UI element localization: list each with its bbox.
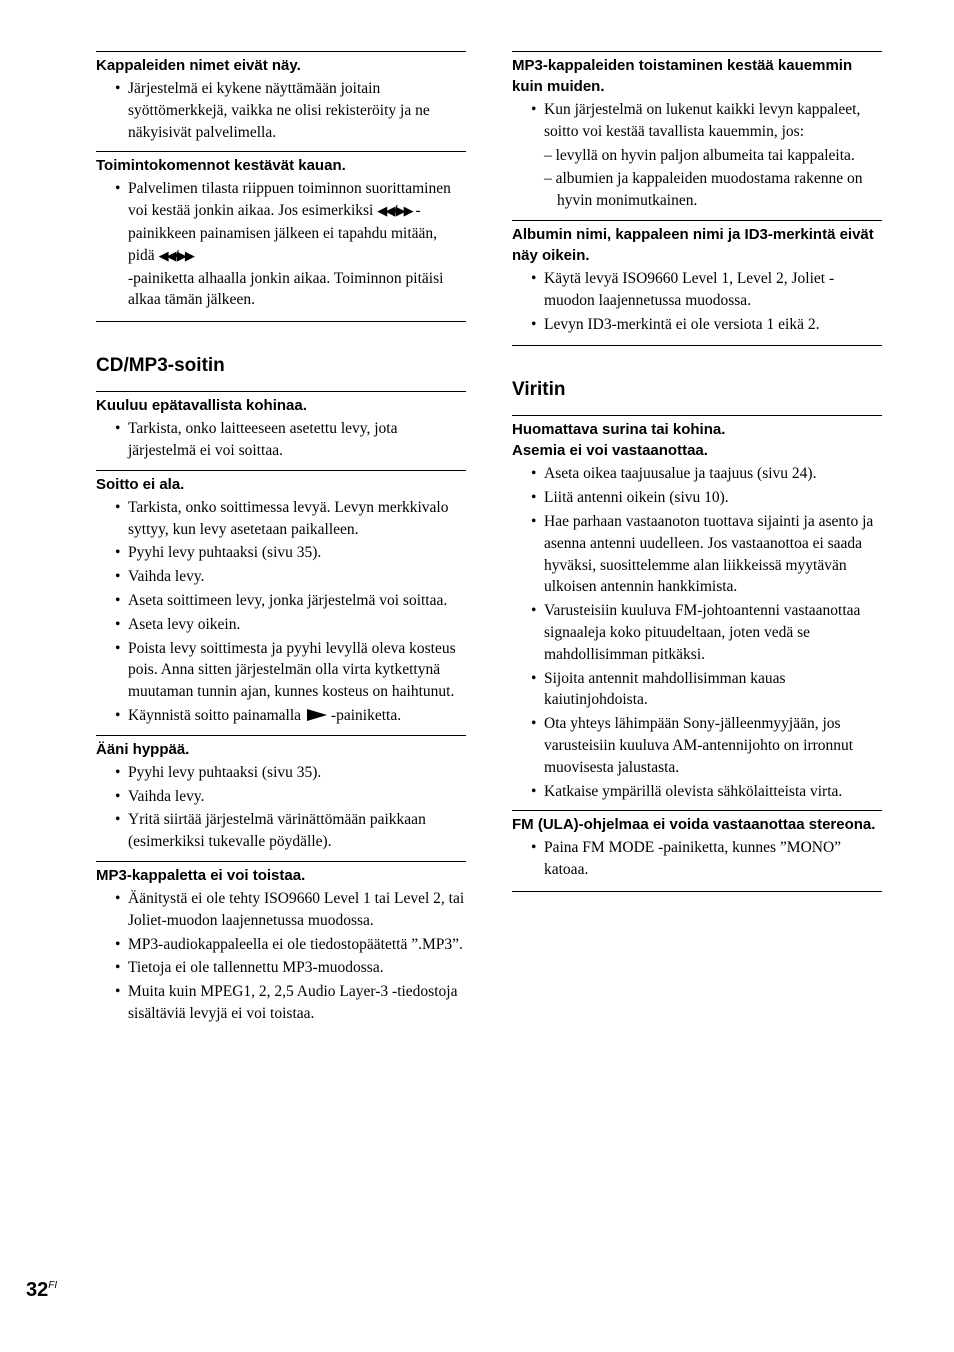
bullet-list — [512, 99, 882, 212]
bullet-list — [512, 268, 882, 335]
list-item: • Yritä siirtää järjestelmä värinättömään paikkaan (esimerkiksi tukevalle pöydälle). — [96, 809, 466, 853]
list-item: • Pyyhi levy puhtaaksi (sivu 35). — [96, 762, 466, 784]
bullet-list — [96, 78, 466, 143]
troubleshoot-block — [512, 810, 882, 892]
block-heading: Soitto ei ala. — [96, 475, 185, 493]
troubleshoot-block — [96, 861, 466, 1025]
troubleshoot-block — [96, 470, 466, 727]
text-part: -painiketta alhaalla jonkin aikaa. Toiminnon pitäisi alkaa tämän jälkeen. — [128, 269, 444, 309]
page-number — [26, 1279, 57, 1302]
list-item: • Hae parhaan vastaanoton tuottava sijainti ja asento ja asenna antenni uudelleen. Jos vastaanottoa ei saada hyväksi, suosittelemme alan liikkeissä myytävän ulkoisen antennin hankkimista. — [512, 511, 882, 598]
list-item: • Kun järjestelmä on lukenut kaikki levyn kappaleet, soitto voi kestää tavallista kauemmin, jos: — [512, 99, 882, 143]
page-number-value: 32 — [26, 1279, 49, 1301]
list-item: • Tarkista, onko soittimessa levyä. Levyn merkkivalo syttyy, kun levy asetetaan paikalleen. — [96, 497, 466, 541]
dash-item: – albumien ja kappaleiden muodostama rakenne on hyvin monimutkainen. — [544, 170, 863, 210]
list-item — [96, 705, 466, 727]
rewind-forward-icon: ◀◀/▶▶ — [158, 248, 193, 264]
text-part: -painikkeen painamisen jälkeen ei tapahdu mitään, pidä — [128, 202, 438, 264]
list-item: • Aseta levy oikein. — [96, 614, 466, 636]
list-item: • Käytä levyä ISO9660 Level 1, Level 2, Joliet -muodon laajennetussa muodossa. — [512, 268, 882, 312]
list-item: • Poista levy soittimesta ja pyyhi levyllä oleva kosteus pois. Anna sitten järjestelmän olla virta kytkettynä muutaman tunnin ajan, kunnes kosteus on haihtunut. — [96, 638, 466, 703]
list-item: • Paina FM MODE -painiketta, kunnes ”MONO” katoaa. — [512, 837, 882, 881]
dash-item: – levyllä on hyvin paljon albumeita tai kappaleita. — [544, 146, 855, 164]
block-heading: Ääni hyppää. — [96, 740, 190, 758]
troubleshoot-block — [96, 391, 466, 462]
list-item: • Vaihda levy. — [96, 566, 466, 588]
block-heading: Toimintokomennot kestävät kauan. — [96, 157, 346, 175]
bullet-list — [96, 178, 466, 311]
troubleshoot-block — [96, 151, 466, 322]
troubleshoot-block — [96, 735, 466, 853]
block-heading: Kappaleiden nimet eivät näy. — [96, 57, 301, 74]
heading-line: Asemia ei voi vastaanottaa. — [512, 442, 708, 460]
bullet-list — [96, 762, 466, 853]
block-heading: Kuuluu epätavallista kohinaa. — [96, 397, 307, 415]
left-column — [96, 51, 466, 1033]
list-item: • Tietoja ei ole tallennettu MP3-muodossa. — [96, 957, 466, 979]
block-heading: MP3-kappaletta ei voi toistaa. — [96, 866, 306, 884]
heading-line: Huomattava surina tai kohina. — [512, 421, 726, 439]
section-title: Viritin — [512, 379, 566, 401]
troubleshoot-block — [512, 51, 882, 212]
block-heading: FM (ULA)-ohjelmaa ei voida vastaanottaa stereona. — [512, 816, 876, 834]
list-item — [96, 178, 466, 311]
section-title: CD/MP3-soitin — [96, 355, 225, 377]
list-item: • Muita kuin MPEG1, 2, 2,5 Audio Layer-3 -tiedostoja sisältäviä levyjä ei voi toistaa. — [96, 981, 466, 1025]
list-item: • Tarkista, onko laitteeseen asetettu levy, jota järjestelmä ei voi soittaa. — [96, 418, 466, 462]
list-item: • Katkaise ympärillä olevista sähkölaitteista virta. — [512, 781, 882, 803]
list-item: • Sijoita antennit mahdollisimman kauas kaiutinjohdoista. — [512, 668, 882, 712]
list-item: • Varusteisiin kuuluva FM-johtoantenni vastaanottaa signaaleja koko pituudeltaan, joten vedä se mahdollisimman pitkäksi. — [512, 600, 882, 665]
text-part: Palvelimen tilasta riippuen toiminnon suorittaminen voi kestää jonkin aikaa. Jos esimerkiksi — [128, 180, 451, 220]
bullet-list — [96, 418, 466, 462]
bullet-list — [512, 463, 882, 802]
block-heading: MP3-kappaleiden toistaminen kestää kauemmin kuin muiden. — [512, 57, 853, 95]
list-item: • Vaihda levy. — [96, 786, 466, 808]
list-item: • Järjestelmä ei kykene näyttämään joitain syöttömerkkejä, vaikka ne olisi rekisteröity ja ne näkyisivät palvelimella. — [96, 78, 466, 143]
bullet-list — [96, 497, 466, 727]
bullet-list — [512, 837, 882, 881]
list-item: • Liitä antenni oikein (sivu 10). — [512, 487, 882, 509]
text-part: -painiketta. — [330, 706, 402, 724]
troubleshoot-block — [512, 220, 882, 346]
right-column — [512, 51, 882, 900]
block-heading: Albumin nimi, kappaleen nimi ja ID3-merkintä eivät näy oikein. — [512, 225, 874, 264]
list-item: • Aseta oikea taajuusalue ja taajuus (sivu 24). — [512, 463, 882, 485]
troubleshoot-block — [512, 415, 882, 802]
list-item: • MP3-audiokappaleella ei ole tiedostopäätettä ”.MP3”. — [96, 934, 466, 956]
play-icon — [307, 709, 327, 721]
block-heading — [512, 419, 882, 461]
page-language-suffix: FI — [48, 1280, 58, 1291]
rewind-forward-icon: ◀◀/▶▶ — [377, 204, 412, 220]
text-part: Käynnistä soitto painamalla — [128, 706, 302, 724]
bullet-list — [96, 888, 466, 1025]
list-item: • Levyn ID3-merkintä ei ole versiota 1 eikä 2. — [512, 314, 882, 336]
list-item: • Pyyhi levy puhtaaksi (sivu 35). — [96, 542, 466, 564]
troubleshoot-block — [96, 51, 466, 143]
list-item: • Ota yhteys lähimpään Sony-jälleenmyyjään, jos varusteisiin kuuluva AM-antennijohto on irronnut muovisesta jalustasta. — [512, 713, 882, 778]
list-item: • Äänitystä ei ole tehty ISO9660 Level 1 tai Level 2, tai Joliet-muodon laajennetussa muodossa. — [96, 888, 466, 932]
list-item: • Aseta soittimeen levy, jonka järjestelmä voi soittaa. — [96, 590, 466, 612]
